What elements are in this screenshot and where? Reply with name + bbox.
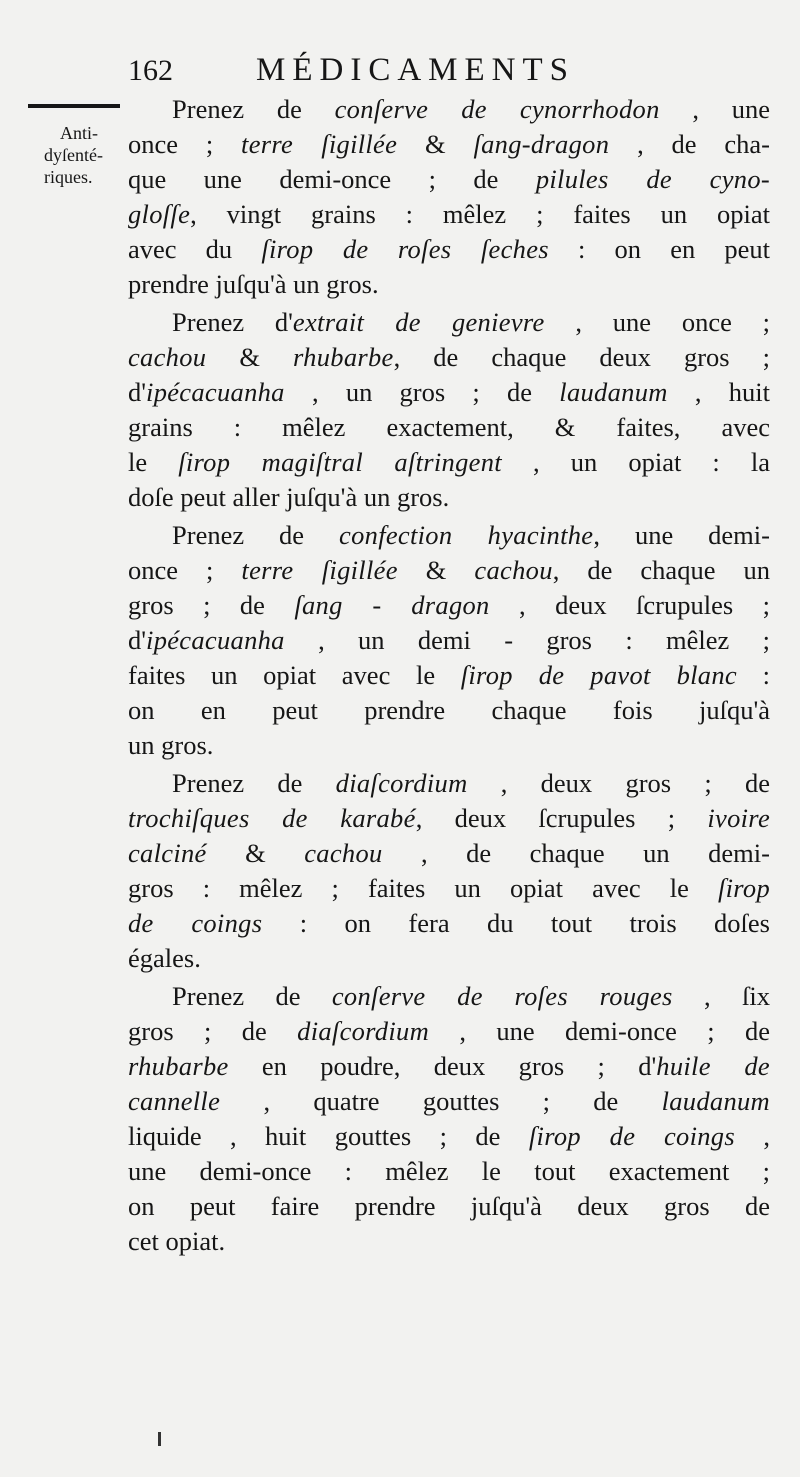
text-run: , — [734, 1121, 771, 1151]
text-line — [128, 1049, 770, 1084]
text-line — [128, 1154, 770, 1189]
text-run: , une demi- — [593, 520, 770, 550]
text-line — [128, 1084, 770, 1119]
text-run: on peut faire prendre juſqu'à deux gros de — [128, 1191, 770, 1221]
text-run: , une demi-once ; de — [429, 1016, 770, 1046]
italic-term: confection hyacinthe — [339, 520, 594, 550]
text-run: faites un opiat avec le — [128, 660, 461, 690]
page-number: 162 — [128, 54, 173, 87]
text-run: gros : mêlez ; faites un opiat avec le — [128, 873, 718, 903]
italic-term: diaſcordium — [297, 1016, 430, 1046]
text-run: prendre juſqu'à un gros. — [128, 269, 379, 299]
text-run: : — [736, 660, 770, 690]
italic-term: ſang - dragon — [294, 590, 490, 620]
text-run: Prenez de — [172, 981, 332, 1011]
text-run: grains : mêlez exactement, & faites, avec — [128, 412, 770, 442]
text-run: : on en peut — [548, 234, 770, 264]
text-line — [128, 553, 770, 588]
italic-term: ipécacuanha — [146, 377, 285, 407]
margin-note-line: Anti- — [60, 123, 98, 143]
text-run: & — [206, 342, 294, 372]
text-run: une demi-once : mêlez le tout exactement ; — [128, 1156, 770, 1186]
text-line — [128, 728, 770, 763]
text-run: & — [397, 129, 474, 159]
text-run: , de chaque un demi- — [382, 838, 770, 868]
text-run: en poudre, deux gros ; d' — [228, 1051, 657, 1081]
italic-term: conſerve de cynorrhodon — [334, 94, 660, 124]
margin-note — [44, 122, 128, 188]
italic-term: de coings — [128, 908, 263, 938]
recipe-text — [128, 92, 770, 1259]
text-line — [128, 623, 770, 658]
italic-term: ſirop de coings — [528, 1121, 735, 1151]
text-run: , deux ſcrupules ; — [489, 590, 770, 620]
text-line — [128, 127, 770, 162]
text-run: , un gros ; de — [284, 377, 560, 407]
text-run: avec du — [128, 234, 262, 264]
ink-mark — [158, 1432, 161, 1446]
italic-term: conſerve de roſes rouges — [331, 981, 673, 1011]
italic-term: extrait de genievre — [292, 307, 545, 337]
italic-term: rhubarbe — [128, 1051, 229, 1081]
text-run: , de chaque deux gros ; — [393, 342, 770, 372]
text-run: Prenez de — [172, 94, 335, 124]
text-run: , deux gros ; de — [467, 768, 770, 798]
text-line — [128, 480, 770, 515]
italic-term: ſirop magiſtral aſtringent — [178, 447, 502, 477]
text-line — [128, 1189, 770, 1224]
italic-term: cachou — [474, 555, 553, 585]
italic-term: diaſcordium — [335, 768, 468, 798]
text-run: : on fera du tout trois doſes — [262, 908, 770, 938]
text-run: un gros. — [128, 730, 214, 760]
recipe-paragraph — [128, 518, 770, 763]
text-run: que une demi-once ; de — [128, 164, 536, 194]
text-run: & — [397, 555, 475, 585]
margin-note-line: dyſenté- — [44, 145, 103, 165]
text-run: & — [206, 838, 305, 868]
italic-term: calciné — [128, 838, 207, 868]
italic-term: ivoire — [707, 803, 771, 833]
italic-term: ſirop de pavot blanc — [460, 660, 737, 690]
text-run: , quatre gouttes ; de — [220, 1086, 662, 1116]
italic-term: terre ſigillée — [241, 555, 398, 585]
text-line — [128, 871, 770, 906]
italic-term: ipécacuanha — [146, 625, 285, 655]
text-run: d' — [128, 625, 147, 655]
italic-term: pilules de cyno- — [535, 164, 771, 194]
margin-note-line: riques. — [44, 167, 93, 187]
text-run: Prenez de — [172, 768, 336, 798]
text-line — [128, 518, 770, 553]
text-run: le — [128, 447, 179, 477]
text-line — [128, 693, 770, 728]
text-run: Prenez de — [172, 520, 340, 550]
text-line — [128, 375, 770, 410]
text-run: , une — [659, 94, 770, 124]
italic-term: cachou — [128, 342, 207, 372]
text-line — [128, 941, 770, 976]
text-line — [128, 445, 770, 480]
italic-term: terre ſigillée — [241, 129, 398, 159]
text-run: d' — [128, 377, 147, 407]
text-run: , vingt grains : mêlez ; faites un opiat — [190, 199, 770, 229]
text-run: , un opiat : la — [501, 447, 770, 477]
italic-term: ſirop de roſes ſeches — [261, 234, 549, 264]
recipe-paragraph — [128, 92, 770, 302]
text-run: once ; — [128, 129, 242, 159]
text-line — [128, 979, 770, 1014]
text-run: once ; — [128, 555, 242, 585]
italic-term: gloſſe — [128, 199, 191, 229]
italic-term: rhubarbe — [293, 342, 394, 372]
text-run: , de cha- — [609, 129, 770, 159]
text-line — [128, 766, 770, 801]
text-run: égales. — [128, 943, 201, 973]
recipe-paragraph — [128, 305, 770, 515]
text-run: , de chaque un — [552, 555, 770, 585]
text-line — [128, 1119, 770, 1154]
italic-term: trochiſques de karabé — [128, 803, 416, 833]
italic-term: laudanum — [661, 1086, 770, 1116]
text-line — [128, 92, 770, 127]
text-line — [128, 801, 770, 836]
italic-term: ſang-dragon — [473, 129, 610, 159]
text-run: Prenez d' — [172, 307, 293, 337]
text-line — [128, 267, 770, 302]
text-run: gros ; de — [128, 590, 295, 620]
text-line — [128, 1224, 770, 1259]
text-run: liquide , huit gouttes ; de — [128, 1121, 529, 1151]
italic-term: cannelle — [128, 1086, 221, 1116]
text-line — [128, 836, 770, 871]
italic-term: laudanum — [559, 377, 668, 407]
italic-term: ſirop — [717, 873, 770, 903]
text-run: on en peut prendre chaque fois juſqu'à — [128, 695, 770, 725]
text-run: doſe peut aller juſqu'à un gros. — [128, 482, 450, 512]
page-header — [128, 48, 768, 92]
recipe-paragraph — [128, 979, 770, 1259]
text-line — [128, 410, 770, 445]
running-title: MÉDICAMENTS — [256, 52, 576, 88]
text-line — [128, 232, 770, 267]
text-run: , deux ſcrupules ; — [415, 803, 708, 833]
section-rule — [28, 104, 120, 108]
text-line — [128, 162, 770, 197]
text-run: , une once ; — [544, 307, 770, 337]
text-run: cet opiat. — [128, 1226, 226, 1256]
text-run: , ſix — [672, 981, 770, 1011]
recipe-paragraph — [128, 766, 770, 976]
italic-term: huile de — [656, 1051, 770, 1081]
text-run: , huit — [667, 377, 771, 407]
text-line — [128, 1014, 770, 1049]
text-line — [128, 658, 770, 693]
text-line — [128, 588, 770, 623]
text-line — [128, 305, 770, 340]
text-line — [128, 906, 770, 941]
text-line — [128, 340, 770, 375]
text-line — [128, 197, 770, 232]
italic-term: cachou — [304, 838, 383, 868]
text-run: , un demi - gros : mêlez ; — [284, 625, 770, 655]
text-run: gros ; de — [128, 1016, 298, 1046]
